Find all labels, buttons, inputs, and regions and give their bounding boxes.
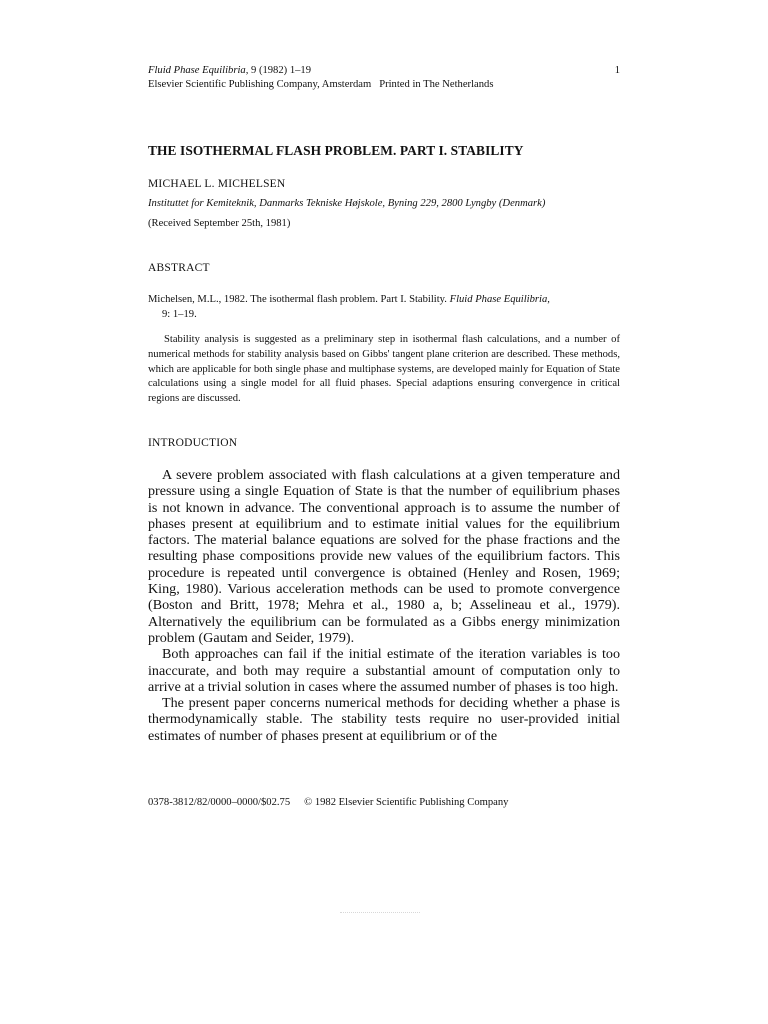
journal-header xyxy=(148,64,620,92)
citation-volume: 9: 1–19. xyxy=(162,309,197,320)
author-name: MICHAEL L. MICHELSEN xyxy=(148,178,286,190)
paper-title: THE ISOTHERMAL FLASH PROBLEM. PART I. STABILITY xyxy=(148,143,524,158)
publisher-line xyxy=(148,78,620,92)
introduction-body xyxy=(148,467,620,744)
citation-text: Michelsen, M.L., 1982. The isothermal flash problem. Part I. Stability. xyxy=(148,294,450,305)
intro-paragraph-3: The present paper concerns numerical methods for deciding whether a phase is thermodynamically stable. The stability tests require no user-provided initial estimates of number of phases present at equilibrium or of the xyxy=(148,695,620,744)
publisher: Elsevier Scientific Publishing Company, Amsterdam xyxy=(148,79,372,90)
affiliation xyxy=(148,194,628,234)
issn-code: 0378-3812/82/0000–0000/$02.75 xyxy=(148,797,291,808)
received-date: (Received September 25th, 1981) xyxy=(148,218,291,229)
page-number: 1 xyxy=(614,65,620,76)
citation-journal: Fluid Phase Equilibria, xyxy=(449,294,550,305)
scan-artifact xyxy=(340,912,420,915)
intro-paragraph-1: A severe problem associated with flash calculations at a given temperature and pressure using a single Equation of State is that the number of equilibrium phases is not known in advance. The conventional approach is to assume the number of phases present at equilibrium and to estimate initial values for the equilibrium factors. The material balance equations are solved for the phase fractions and the resulting phase compositions provide new values of the equilibrium factors. This procedure is repeated until convergence is obtained (Henley and Rosen, 1969; King, 1980). Various acceleration methods can be used to promote convergence (Boston and Britt, 1978; Mehra et al., 1980 a, b; Asselineau et al., 1979). Alternatively the equilibrium can be formulated as a Gibbs energy minimization problem (Gautam and Seider, 1979). xyxy=(148,467,620,646)
journal-volume: 9 (1982) 1–19 xyxy=(248,65,312,76)
printed-in: Printed in The Netherlands xyxy=(379,79,494,90)
intro-paragraph-2: Both approaches can fail if the initial estimate of the iteration variables is too inaccurate, and both may require a substantial amount of computation only to arrive at a trivial solution in cases where the assumed number of phases is too high. xyxy=(148,646,620,695)
journal-name: Fluid Phase Equilibria, xyxy=(148,65,249,76)
copyright: © 1982 Elsevier Scientific Publishing Company xyxy=(304,797,509,808)
abstract-citation xyxy=(148,292,620,322)
introduction-heading: INTRODUCTION xyxy=(148,437,238,449)
abstract-heading: ABSTRACT xyxy=(148,262,210,274)
journal-line xyxy=(148,64,620,78)
abstract-paragraph: Stability analysis is suggested as a preliminary step in isothermal flash calculations, and a number of numerical methods for stability analysis based on Gibbs' tangent plane criterion are described. These methods, which are applicable for both single phase and multiphase systems, are developed mainly for Equation of State calculations using a single model for all fluid phases. Special adaptions ensuring convergence in critical regions are discussed. xyxy=(148,334,620,405)
abstract-body xyxy=(148,333,620,407)
page-footer xyxy=(148,797,620,808)
institution: Instituttet for Kemiteknik, Danmarks Tekniske Højskole, Byning 229, 2800 Lyngby (Denmark) xyxy=(148,198,546,209)
